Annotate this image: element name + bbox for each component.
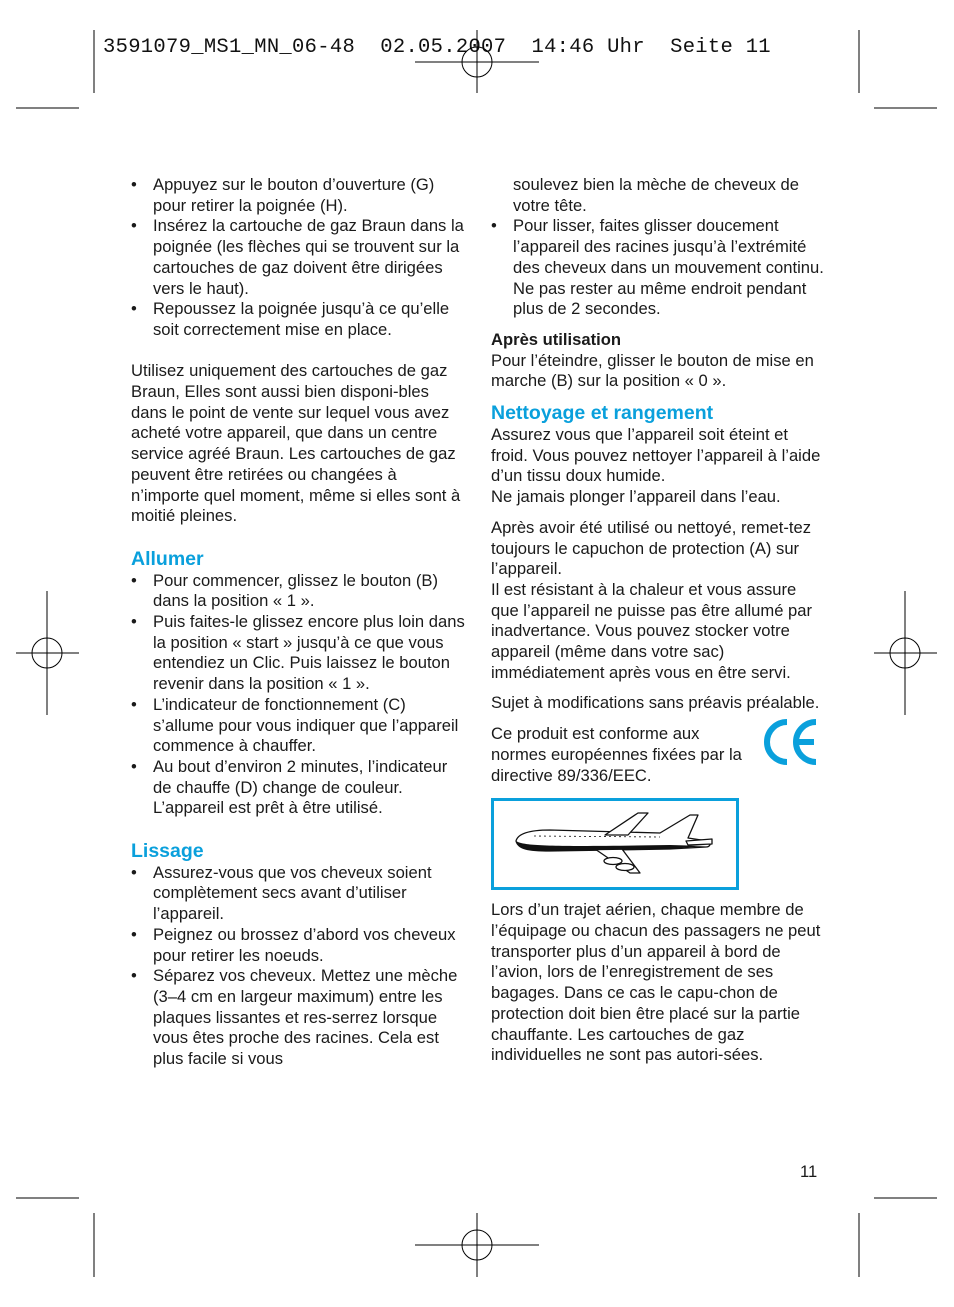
list-item: • Peignez ou brossez d’abord vos cheveux pour retirer les noeuds. bbox=[131, 925, 467, 966]
registration-mark-icon bbox=[415, 1213, 539, 1277]
airplane-icon bbox=[510, 811, 720, 877]
slug-line: 3591079_MS1_MN_06-48 02.05.2007 14:46 Uhr Seite 11 bbox=[103, 36, 771, 59]
allumer-bullets bbox=[131, 571, 467, 819]
section-title-allumer: Allumer bbox=[131, 547, 204, 570]
section-title-apres: Après utilisation bbox=[491, 329, 622, 349]
list-item: • L’indicateur de fonctionnement (C) s’allume pour vous indiquer que l’appareil commence à chauffer. bbox=[131, 695, 467, 757]
section-title-lissage: Lissage bbox=[131, 839, 204, 862]
registration-mark-icon bbox=[16, 591, 79, 715]
air-travel-note: Lors d’un trajet aérien, chaque membre de l’équipage ou chacun des passagers ne peut transporter plus d’un appareil à bord de l’avion, lors de l’enregistrement de ses bagages. Dans ce cas le capu-chon de protection doit bien être placé sur la partie chauffante. Les cartouches de gaz individuelles ne sont pas autori-sées. bbox=[491, 900, 821, 1065]
list-item: • Assurez-vous que vos cheveux soient complètement secs avant d’utiliser l’appareil. bbox=[131, 863, 467, 925]
list-item: • Au bout d’environ 2 minutes, l’indicateur de chauffe (D) change de couleur. L’appareil est prêt à être utilisé. bbox=[131, 757, 467, 819]
apres-text: Pour l’éteindre, glisser le bouton de mise en marche (B) sur la position « 0 ». bbox=[491, 350, 814, 391]
nettoyage-p1: Assurez vous que l’appareil soit éteint et froid. Vous pouvez nettoyer l’appareil à l’aide d’un tissu doux humide. bbox=[491, 425, 821, 486]
crop-mark-icon bbox=[859, 1198, 937, 1277]
cartridge-note: Utilisez uniquement des cartouches de gaz Braun, Elles sont aussi bien disponi-bles dans le point de vente sur lequel vous avez acheté votre appareil, que dans un centre service agréé Braun. Les cartouches de gaz peuvent être retirées ou changées à n’importe quel moment, même si elles sont à moitié pleines. bbox=[131, 361, 461, 526]
page-number: 11 bbox=[800, 1162, 818, 1181]
nettoyage-p3: Après avoir été utilisé ou nettoyé, remet-tez toujours le capuchon de protection (A) sur l’appareil. bbox=[491, 517, 812, 579]
lissage-bullets-continued bbox=[491, 216, 826, 320]
crop-mark-icon bbox=[859, 30, 937, 108]
lissage-continued: soulevez bien la mèche de cheveux de votre tête. bbox=[513, 175, 799, 215]
airplane-illustration bbox=[491, 798, 739, 890]
intro-bullets bbox=[131, 175, 467, 341]
ce-mark-icon bbox=[762, 716, 820, 768]
crop-mark-icon bbox=[16, 1198, 94, 1277]
list-item: • Pour lisser, faites glisser doucement l’appareil des racines jusqu’à l’extrémité des cheveux dans un mouvement continu. Ne pas rester au même endroit pendant plus de 2 secondes. bbox=[491, 216, 826, 320]
nettoyage-p2: Ne jamais plonger l’appareil dans l’eau. bbox=[491, 487, 781, 507]
right-column bbox=[491, 175, 826, 1066]
conformity-text: Ce produit est conforme aux normes européennes fixées par la directive 89/336/EEC. bbox=[491, 724, 742, 785]
registration-mark-icon bbox=[874, 591, 937, 715]
list-item: • Repoussez la poignée jusqu’à ce qu’elle soit correctement mise en place. bbox=[131, 299, 467, 340]
nettoyage-p4: Il est résistant à la chaleur et vous assure que l’appareil ne puisse pas être allumé par inadvertance. Vous pouvez stocker votre appareil (même dans votre sac) immédiatement après vous en être servi. bbox=[491, 579, 813, 682]
list-item: • Pour commencer, glissez le bouton (B) dans la position « 1 ». bbox=[131, 571, 467, 612]
lissage-bullets bbox=[131, 863, 467, 1070]
list-item: • Puis faites-le glissez encore plus loin dans la position « start » jusqu’à ce que vous entendiez un Clic. Puis laissez le bouton revenir dans la position « 1 ». bbox=[131, 612, 467, 695]
conformity-block bbox=[491, 724, 826, 786]
list-item: • Insérez la cartouche de gaz Braun dans la poignée (les flèches qui se trouvent sur la cartouches de gaz doivent être dirigées vers le haut). bbox=[131, 216, 467, 299]
left-column bbox=[131, 175, 467, 1070]
modifications-note: Sujet à modifications sans préavis préalable. bbox=[491, 693, 820, 713]
list-item: • Appuyez sur le bouton d’ouverture (G) pour retirer la poignée (H). bbox=[131, 175, 467, 216]
section-title-nettoyage: Nettoyage et rangement bbox=[491, 402, 714, 425]
crop-mark-icon bbox=[16, 30, 94, 108]
list-item: • Séparez vos cheveux. Mettez une mèche (3–4 cm en largeur maximum) entre les plaques lissantes et res-serrez lorsque vous êtes proche des racines. Cela est plus facile si vous bbox=[131, 966, 467, 1070]
